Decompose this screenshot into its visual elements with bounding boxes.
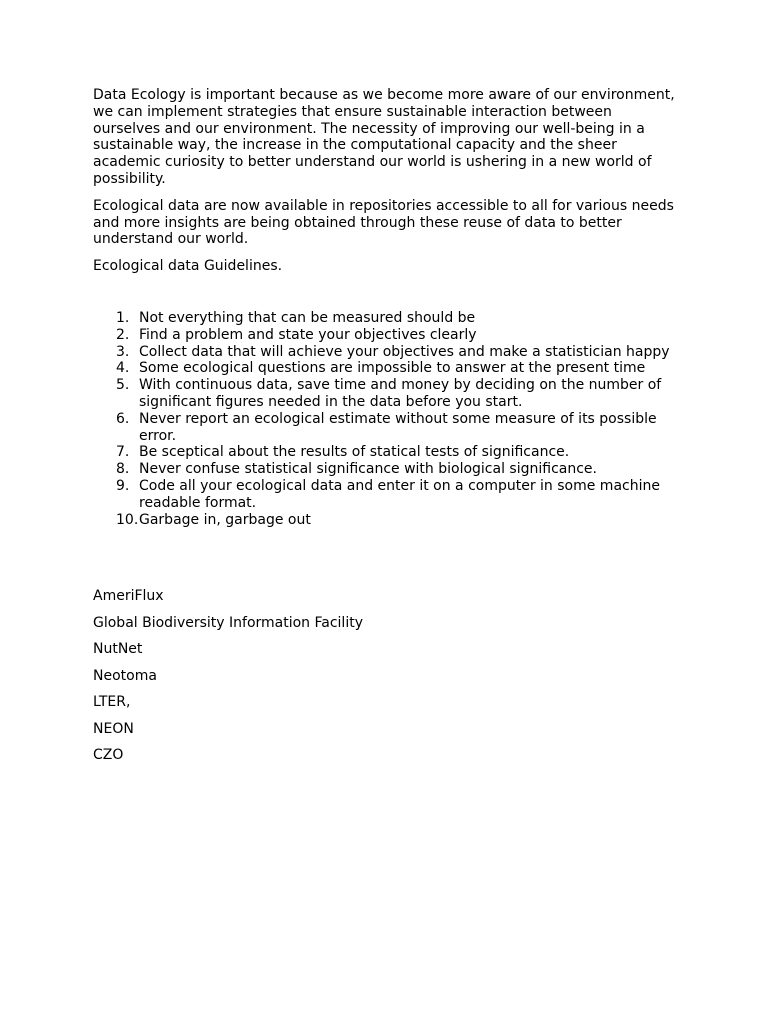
- repository-item: CZO: [93, 747, 124, 764]
- list-item-text: Not everything that can be measured should be: [139, 309, 476, 326]
- repository-item: NutNet: [93, 641, 143, 658]
- list-item-number: 1.: [116, 309, 130, 326]
- intro-paragraph: Data Ecology is important because as we become more aware of our environment, we can implement strategies that ensure sustainable interaction between ourselves and our environment. The necessity of improving our well-being in a sustainable way, the increase in the computational capacity and the sheer academic curiosity to better understand our world is ushering in a new world of possibility.: [93, 87, 675, 187]
- list-item-text: Some ecological questions are impossible to answer at the present time: [139, 360, 646, 377]
- list-item-number: 4.: [116, 360, 130, 377]
- repository-item: NEON: [93, 720, 134, 737]
- list-item-number: 10.: [116, 511, 139, 528]
- repository-item: AmeriFlux: [93, 588, 164, 605]
- list-item: [93, 411, 675, 445]
- list-item-number: 6.: [116, 410, 130, 427]
- list-item: [93, 360, 675, 377]
- list-item: [93, 461, 675, 478]
- list-item-text: Garbage in, garbage out: [139, 511, 311, 528]
- list-item-text: Code all your ecological data and enter it on a computer in some machine readable format.: [139, 477, 660, 511]
- list-item: [93, 478, 675, 512]
- list-item-text: Never confuse statistical significance with biological significance.: [139, 461, 597, 478]
- guidelines-heading: Ecological data Guidelines.: [93, 258, 283, 275]
- document-body: [93, 87, 675, 774]
- list-item: [93, 377, 675, 411]
- repository-item: Neotoma: [93, 667, 157, 684]
- list-item: [93, 444, 675, 461]
- list-item-text: Find a problem and state your objectives clearly: [139, 326, 477, 343]
- list-item-number: 7.: [116, 444, 130, 461]
- list-item: [93, 310, 675, 327]
- list-item: [93, 327, 675, 344]
- repository-item: Global Biodiversity Information Facility: [93, 614, 363, 631]
- list-item: [93, 512, 675, 529]
- list-item-number: 3.: [116, 343, 130, 360]
- list-item-number: 9.: [116, 477, 130, 494]
- list-item-number: 2.: [116, 326, 130, 343]
- repositories-list: [93, 588, 675, 764]
- list-item-text: Collect data that will achieve your objectives and make a statistician happy: [139, 343, 670, 360]
- list-item: [93, 344, 675, 361]
- list-item-text: With continuous data, save time and money by deciding on the number of significant figures needed in the data before you start.: [139, 377, 662, 410]
- guidelines-list: [93, 310, 675, 528]
- list-item-text: Never report an ecological estimate without some measure of its possible error.: [139, 410, 657, 444]
- repository-item: LTER,: [93, 694, 131, 711]
- list-item-number: 5.: [116, 377, 130, 394]
- list-item-text: Be sceptical about the results of statical tests of significance.: [139, 444, 570, 461]
- list-item-number: 8.: [116, 461, 130, 478]
- availability-paragraph: Ecological data are now available in repositories accessible to all for various needs and more insights are being obtained through these reuse of data to better understand our world.: [93, 197, 674, 248]
